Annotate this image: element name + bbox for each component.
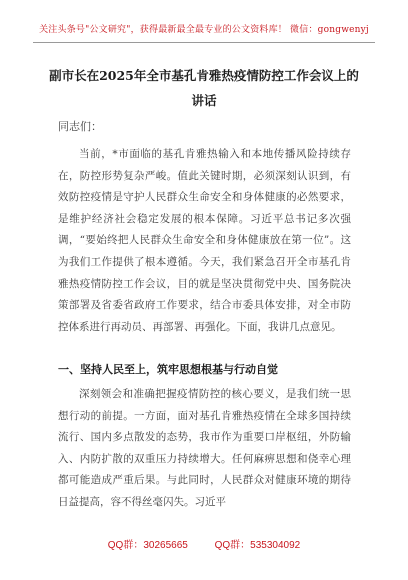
body-paragraph-1: 当前，*市面临的基孔肯雅热输入和本地传播风险持续存在，防控形势复杂严峻。值此关键时期，必须深刻认识到，有效防控疫情是守护人民群众生命安全和身体健康的必然要求，是维护经济社会稳定发展的根本保障。习近平总书记多次强调，“要始终把人民群众生命安全和身体健康放在第一位”。这为我们工作提供了根本遵循。今天，我们紧急召开全市基孔肯雅热疫情防控工作会议，目的就是坚决贯彻党中央、国务院决策部署及省委省政府工作要求，结合市委具体安排，对全市防控体系进行再动员、再部署、再强化。下面，我讲几点意见。: [58, 148, 351, 333]
footer-qq-group-1: QQ群：30265665: [107, 540, 188, 551]
footer-contacts: [0, 536, 408, 551]
body-paragraph-2: 深刻领会和准确把握疫情防控的核心要义，是我们统一思想行动的前提。一方面，面对基孔肯雅热疫情在全球多国持续流行、国内多点散发的态势，我市作为重要口岸枢纽，外防输入、内防扩散的双重压力持续增大。任何麻痹思想和侥幸心理都可能造成严重后果。与此同时，人民群众对健康环境的期待日益提高，容不得丝毫闪失。习近平: [58, 388, 351, 508]
footer-qq-group-2: QQ群：535304092: [214, 540, 301, 551]
document-title: 副市长在2025年全市基孔肯雅热疫情防控工作会议上的讲话: [49, 68, 359, 108]
header-divider: [33, 42, 375, 43]
header-banner: 关注头条号"公文研究"，获得最新最全最专业的公文资料库！ 微信：gongwenyj: [39, 25, 369, 35]
section-heading-1: 一、坚持人民至上，筑牢思想根基与行动自觉: [58, 363, 278, 376]
salutation: 同志们：: [58, 120, 102, 133]
